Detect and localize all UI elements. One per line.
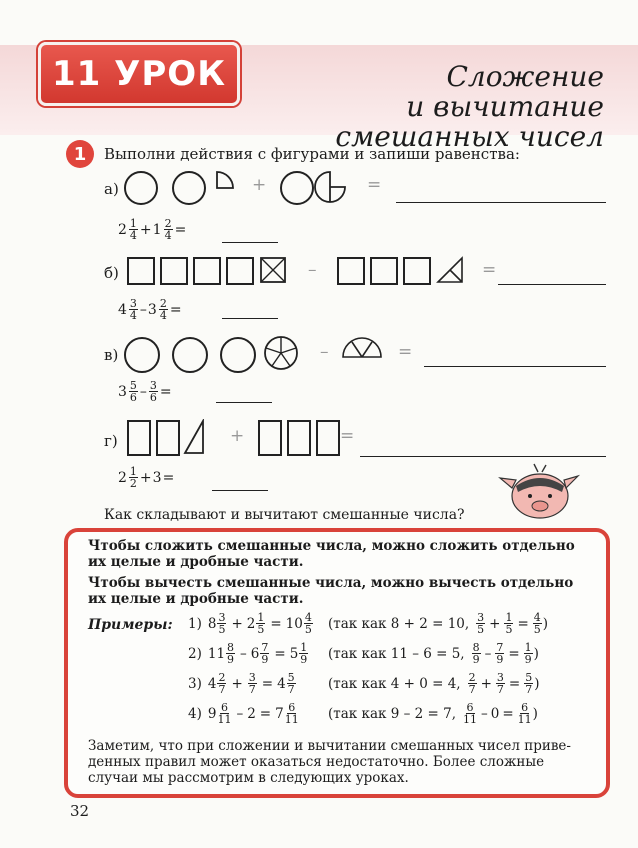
title-line: и вычитание <box>406 90 604 123</box>
equals-sign: = <box>367 175 382 195</box>
explanation-text: (так как 4 + 0 = 4, <box>328 675 461 692</box>
fraction: $\frac{1}{4}$ <box>129 217 137 242</box>
sectored-circle-shape <box>262 334 300 372</box>
example-row: 2) 11 $\frac{8}{9}$ – 6 $\frac{7}{9}$ = 5 $\frac{1}{9}$ <box>188 641 308 666</box>
example-number: 2) <box>188 645 202 662</box>
fraction: $\frac{1}{5}$ <box>505 611 513 636</box>
answer-line <box>424 366 606 367</box>
example-number: 3) <box>188 675 202 692</box>
operator: – <box>236 705 244 722</box>
square-shape <box>337 257 365 285</box>
task-number: 1 <box>66 140 94 168</box>
example-row: 4) 9 $\frac{6}{11}$ – 2 = 7 $\frac{6}{11}$ <box>188 701 299 726</box>
square-shape <box>403 257 431 285</box>
whole: 4 <box>277 675 286 692</box>
example-explanation: (так как 9 – 2 = 7, $\frac{6}{11}$ – 0 = $\frac{6}{11}$ ) <box>328 701 538 726</box>
fraction: $\frac{2}{7}$ <box>218 671 226 696</box>
fraction: $\frac{5}{7}$ <box>525 671 533 696</box>
plus-sign: + <box>252 175 267 195</box>
title-line: Сложение <box>446 60 604 93</box>
right-triangle-shape <box>183 419 207 455</box>
lesson-title <box>335 62 604 152</box>
fraction: $\frac{6}{11}$ <box>463 701 478 726</box>
row-label: б) <box>104 264 119 282</box>
circle-shape <box>172 171 206 205</box>
operator: – <box>240 645 247 662</box>
circle-shape <box>124 337 160 373</box>
title-line: смешанных чисел <box>335 120 604 153</box>
whole: 8 <box>207 615 217 632</box>
square-shape <box>370 257 398 285</box>
note-text: Заметим, что при сложении и вычитании смешанных чисел приведенных правил может оказаться недостаточно. Более сложные случаи мы рассмотрим в следующих уроках. <box>88 738 571 786</box>
equals: = <box>174 221 187 238</box>
fraction: $\frac{2}{4}$ <box>164 217 172 242</box>
operator: – <box>481 705 488 722</box>
explanation-text: (так как 8 + 2 = 10, <box>328 615 470 632</box>
explanation-text: (так как 9 – 2 = 7, <box>328 705 457 722</box>
whole: 7 <box>275 705 284 722</box>
rectangle-shape <box>258 420 282 456</box>
fraction: $\frac{5}{6}$ <box>129 379 137 404</box>
equals-sign: = <box>340 426 355 446</box>
answer-line <box>498 284 606 285</box>
minus-sign: – <box>320 342 329 362</box>
fraction: $\frac{1}{2}$ <box>129 465 137 490</box>
square-shape <box>127 257 155 285</box>
whole: 3 <box>147 301 157 318</box>
fraction: $\frac{6}{11}$ <box>284 701 299 726</box>
example-explanation: (так как 11 – 6 = 5, $\frac{8}{9}$ – $\frac{7}{9}$ = $\frac{1}{9}$ ) <box>328 641 539 666</box>
answer-line <box>222 318 278 319</box>
square-shape <box>193 257 221 285</box>
whole: 4 <box>207 675 217 692</box>
explanation-text: (так как 11 – 6 = 5, <box>328 645 465 662</box>
whole: 11 <box>207 645 226 662</box>
fraction: $\frac{3}{7}$ <box>248 671 256 696</box>
answer-line <box>396 202 606 203</box>
equals-sign: = <box>398 342 413 362</box>
fraction: $\frac{1}{5}$ <box>257 611 265 636</box>
rectangle-shape <box>127 420 151 456</box>
task-instruction: Выполни действия с фигурами и запиши равенства: <box>104 145 520 163</box>
fraction: $\frac{2}{4}$ <box>159 297 167 322</box>
quarter-circle-shape <box>215 170 237 190</box>
operator: – <box>139 301 147 318</box>
whole: 2 <box>118 469 127 486</box>
rule-add: Чтобы сложить смешанные числа, можно сложить отдельно их целые и дробные части. <box>88 538 575 570</box>
pig-illustration <box>494 462 584 524</box>
fraction: $\frac{3}{6}$ <box>149 379 157 404</box>
fraction: $\frac{8}{9}$ <box>227 641 235 666</box>
answer-line <box>360 456 606 457</box>
page-number: 32 <box>70 802 90 820</box>
circle-shape <box>124 171 158 205</box>
row-expression <box>118 298 182 321</box>
examples-label: Примеры: <box>88 617 173 633</box>
equals: = <box>162 469 175 486</box>
fraction: $\frac{1}{9}$ <box>524 641 532 666</box>
fraction: $\frac{5}{7}$ <box>287 671 295 696</box>
circle-shape <box>220 337 256 373</box>
question-text: Как складывают и вычитают смешанные числа? <box>104 507 465 523</box>
whole: 2 <box>246 615 256 632</box>
whole: 2 <box>118 221 127 238</box>
whole: 6 <box>250 645 260 662</box>
example-explanation: (так как 4 + 0 = 4, $\frac{2}{7}$ + $\frac{3}{7}$ = $\frac{5}{7}$ ) <box>328 671 540 696</box>
lesson-badge: 11 УРОК <box>38 42 240 106</box>
answer-line <box>212 490 268 491</box>
three-quarter-circle-shape <box>313 170 347 204</box>
answer-line <box>222 242 278 243</box>
equals: = <box>169 301 182 318</box>
minus-sign: – <box>308 260 317 280</box>
whole: 1 <box>152 221 162 238</box>
operator: + <box>139 221 152 238</box>
fraction: $\frac{4}{5}$ <box>533 611 541 636</box>
fraction: $\frac{3}{7}$ <box>496 671 504 696</box>
whole: 0 <box>490 705 500 722</box>
whole: 9 <box>207 705 217 722</box>
fraction: $\frac{6}{11}$ <box>517 701 532 726</box>
row-label: г) <box>104 432 118 450</box>
rectangle-shape <box>156 420 180 456</box>
whole: 2 <box>247 705 256 722</box>
square-shape <box>226 257 254 285</box>
whole: 3 <box>118 383 127 400</box>
example-number: 4) <box>188 705 202 722</box>
rectangle-shape <box>287 420 311 456</box>
fraction: $\frac{3}{4}$ <box>129 297 137 322</box>
fraction: $\frac{2}{7}$ <box>468 671 476 696</box>
row-expression <box>118 466 174 489</box>
operator: + <box>480 675 492 692</box>
fraction: $\frac{7}{9}$ <box>261 641 269 666</box>
square-shape <box>160 257 188 285</box>
fraction: $\frac{7}{9}$ <box>496 641 504 666</box>
row-expression <box>118 218 186 241</box>
whole: 4 <box>118 301 127 318</box>
fraction: $\frac{3}{5}$ <box>218 611 226 636</box>
operator: + <box>139 469 152 486</box>
fraction: $\frac{4}{5}$ <box>304 611 312 636</box>
fraction: $\frac{8}{9}$ <box>472 641 480 666</box>
circle-shape <box>172 337 208 373</box>
rectangle-shape <box>316 420 340 456</box>
circle-shape <box>280 171 314 205</box>
whole: 10 <box>285 615 303 632</box>
rule-subtract: Чтобы вычесть смешанные числа, можно вычесть отдельно их целые и дробные части. <box>88 575 574 607</box>
equals: = <box>159 383 172 400</box>
operator: – <box>484 645 492 662</box>
row-label: а) <box>104 180 119 198</box>
fraction: $\frac{1}{9}$ <box>300 641 308 666</box>
operator: + <box>231 675 243 692</box>
whole: 3 <box>152 469 162 486</box>
whole: 5 <box>289 645 299 662</box>
fraction: $\frac{6}{11}$ <box>217 701 232 726</box>
operator: + <box>231 615 243 632</box>
plus-sign: + <box>230 426 245 446</box>
triangle-shape <box>436 256 466 284</box>
example-number: 1) <box>188 615 202 632</box>
example-row: 3) 4 $\frac{2}{7}$ + $\frac{3}{7}$ = 4 $\frac{5}{7}$ <box>188 671 295 696</box>
crossed-square-shape <box>259 256 287 284</box>
half-circle-shape <box>340 336 384 360</box>
fraction: $\frac{3}{5}$ <box>477 611 485 636</box>
row-label: в) <box>104 346 119 364</box>
equals-sign: = <box>482 260 497 280</box>
answer-line <box>216 402 272 403</box>
example-row: 1) 8 $\frac{3}{5}$ + 2 $\frac{1}{5}$ = 10 $\frac{4}{5}$ <box>188 611 312 636</box>
example-explanation: (так как 8 + 2 = 10, $\frac{3}{5}$ + $\frac{1}{5}$ = $\frac{4}{5}$ ) <box>328 611 549 636</box>
row-expression <box>118 380 172 403</box>
operator: + <box>489 615 501 632</box>
operator: – <box>139 383 147 400</box>
